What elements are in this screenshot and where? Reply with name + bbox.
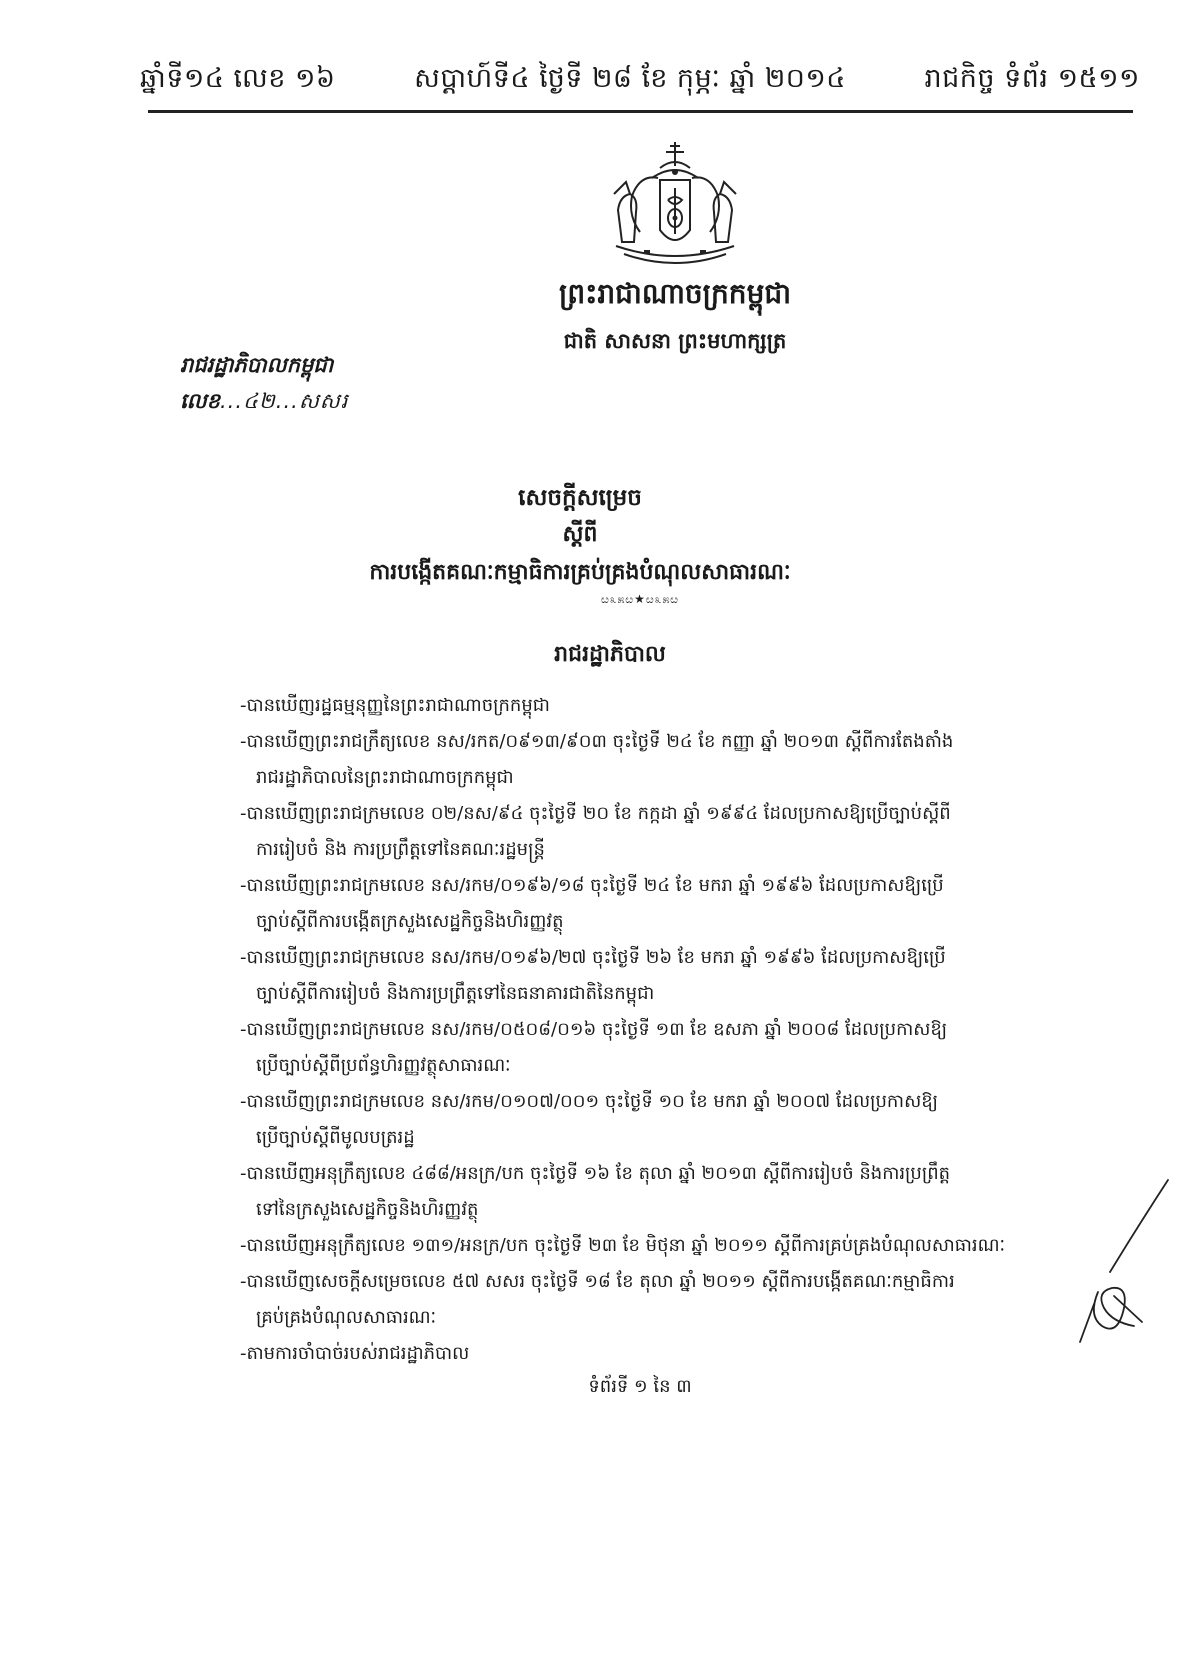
gazette-week-date: សប្តាហ៍ទី៤ ថ្ងៃទី ២៨ ខែ កុម្ភៈ ឆ្នាំ ២០១៤ — [414, 63, 846, 94]
royal-coat-of-arms-icon — [600, 138, 750, 276]
citation-line: -បានឃើញអនុក្រឹត្យលេខ ១៣១/អនក្រ/បក ចុះថ្ងៃទី ២៣ ខែ មិថុនា ឆ្នាំ ២០១១ ស្តីពីការគ្រប់គ្រងបំណុលសាធារណៈ — [240, 1235, 1006, 1256]
title-ornament: ೞ೩೫ೞ★ೞ೩೫ೞ — [600, 592, 680, 606]
document-reference — [180, 388, 348, 419]
gazette-header — [140, 62, 1140, 101]
issuer-heading: រាជរដ្ឋាភិបាល — [554, 642, 666, 667]
citation-continuation: ច្បាប់ស្តីពីការបង្កើតក្រសួងសេដ្ឋកិច្ចនិងហិរញ្ញវត្ថុ — [256, 911, 564, 932]
document-type: សេចក្តីសម្រេច — [518, 485, 642, 511]
citation-line: -បានឃើញព្រះរាជក្រមលេខ នស/រកម/០១០៧/០០១ ចុះថ្ងៃទី ១០ ខែ មករា ឆ្នាំ ២០០៧ ដែលប្រកាសឱ្យ — [240, 1091, 939, 1112]
citation-line: -បានឃើញព្រះរាជក្រមលេខ នស/រកម/០១៩៦/២៧ ចុះថ្ងៃទី ២៦ ខែ មករា ឆ្នាំ ១៩៩៦ ដែលប្រកាសឱ្យប្រើ — [240, 947, 946, 968]
kingdom-name: ព្រះរាជាណាចក្រកម្ពុជា — [558, 277, 791, 310]
citation-continuation: ប្រើច្បាប់ស្តីពីមូលបត្ររដ្ឋ — [256, 1127, 415, 1148]
citation-continuation: ប្រើច្បាប់ស្តីពីប្រព័ន្ធហិរញ្ញវត្ថុសាធារណៈ — [256, 1055, 511, 1076]
kingdom-motto: ជាតិ សាសនា ព្រះមហាក្សត្រ — [563, 329, 787, 353]
gazette-page-ref: រាជកិច្ច ទំព័រ ១៥១១ — [924, 63, 1140, 94]
legal-citations-list — [240, 688, 1120, 1372]
citation-continuation: គ្រប់គ្រងបំណុលសាធារណៈ — [256, 1307, 437, 1328]
citation-continuation: រាជរដ្ឋាភិបាលនៃព្រះរាជាណាចក្រកម្ពុជា — [256, 767, 514, 788]
citation-continuation: ច្បាប់ស្តីពីការរៀបចំ និងការប្រព្រឹត្តទៅនៃធនាគារជាតិនៃកម្ពុជា — [256, 983, 655, 1004]
document-subject: ការបង្កើតគណៈកម្មាធិការគ្រប់គ្រងបំណុលសាធារណៈ — [369, 560, 791, 585]
citation-line: -បានឃើញអនុក្រឹត្យលេខ ៤៨៨/អនក្រ/បក ចុះថ្ងៃទី ១៦ ខែ តុលា ឆ្នាំ ២០១៣ ស្តីពីការរៀបចំ និងការប្រព្រឹត្ត — [240, 1163, 951, 1184]
page-number: ទំព័រទី ១ នៃ ៣ — [588, 1376, 692, 1397]
gazette-issue: ឆ្នាំទី១៤ លេខ ១៦ — [140, 63, 336, 94]
reference-label: លេខ — [180, 389, 220, 413]
header-divider — [148, 110, 1133, 113]
citation-continuation: ទៅនៃក្រសួងសេដ្ឋកិច្ចនិងហិរញ្ញវត្ថុ — [256, 1199, 479, 1220]
citation-line: -បានឃើញព្រះរាជក្រមលេខ ០២/នស/៩៤ ចុះថ្ងៃទី ២០ ខែ កក្កដា ឆ្នាំ ១៩៩៤ ដែលប្រកាសឱ្យប្រើច្បាប់ស្តីពី — [240, 803, 951, 824]
citation-line: -បានឃើញរដ្ឋធម្មនុញ្ញនៃព្រះរាជាណាចក្រកម្ពុជា — [240, 695, 550, 716]
issuing-government: រាជរដ្ឋាភិបាលកម្ពុជា — [180, 353, 334, 377]
citation-line: -បានឃើញព្រះរាជក្រមលេខ នស/រកម/០១៩៦/១៨ ចុះថ្ងៃទី ២៤ ខែ មករា ឆ្នាំ ១៩៩៦ ដែលប្រកាសឱ្យប្រើ — [240, 875, 944, 896]
reference-number: ...៤២...សសរ — [220, 389, 349, 413]
citation-line: -បានឃើញព្រះរាជក្រមលេខ នស/រកម/០៥០៨/០១៦ ចុះថ្ងៃទី ១៣ ខែ ឧសភា ឆ្នាំ ២០០៨ ដែលប្រកាសឱ្យ — [240, 1019, 948, 1040]
citation-line: -តាមការចាំបាច់របស់រាជរដ្ឋាភិបាល — [240, 1343, 470, 1364]
citation-continuation: ការរៀបចំ និង ការប្រព្រឹត្តទៅនៃគណៈរដ្ឋមន្ត្រី — [256, 839, 545, 860]
citation-line: -បានឃើញព្រះរាជក្រឹត្យលេខ នស/រកត/០៩១៣/៩០៣ ចុះថ្ងៃទី ២៤ ខែ កញ្ញា ឆ្នាំ ២០១៣ ស្តីពីការតែងតាំង — [240, 731, 954, 752]
document-about: ស្តីពី — [562, 522, 598, 547]
citation-line: -បានឃើញសេចក្តីសម្រេចលេខ ៥៧ សសរ ចុះថ្ងៃទី ១៨ ខែ តុលា ឆ្នាំ ២០១១ ស្តីពីការបង្កើតគណៈកម្មាធិការ — [240, 1271, 955, 1292]
handwritten-signature-icon — [1058, 1176, 1178, 1346]
